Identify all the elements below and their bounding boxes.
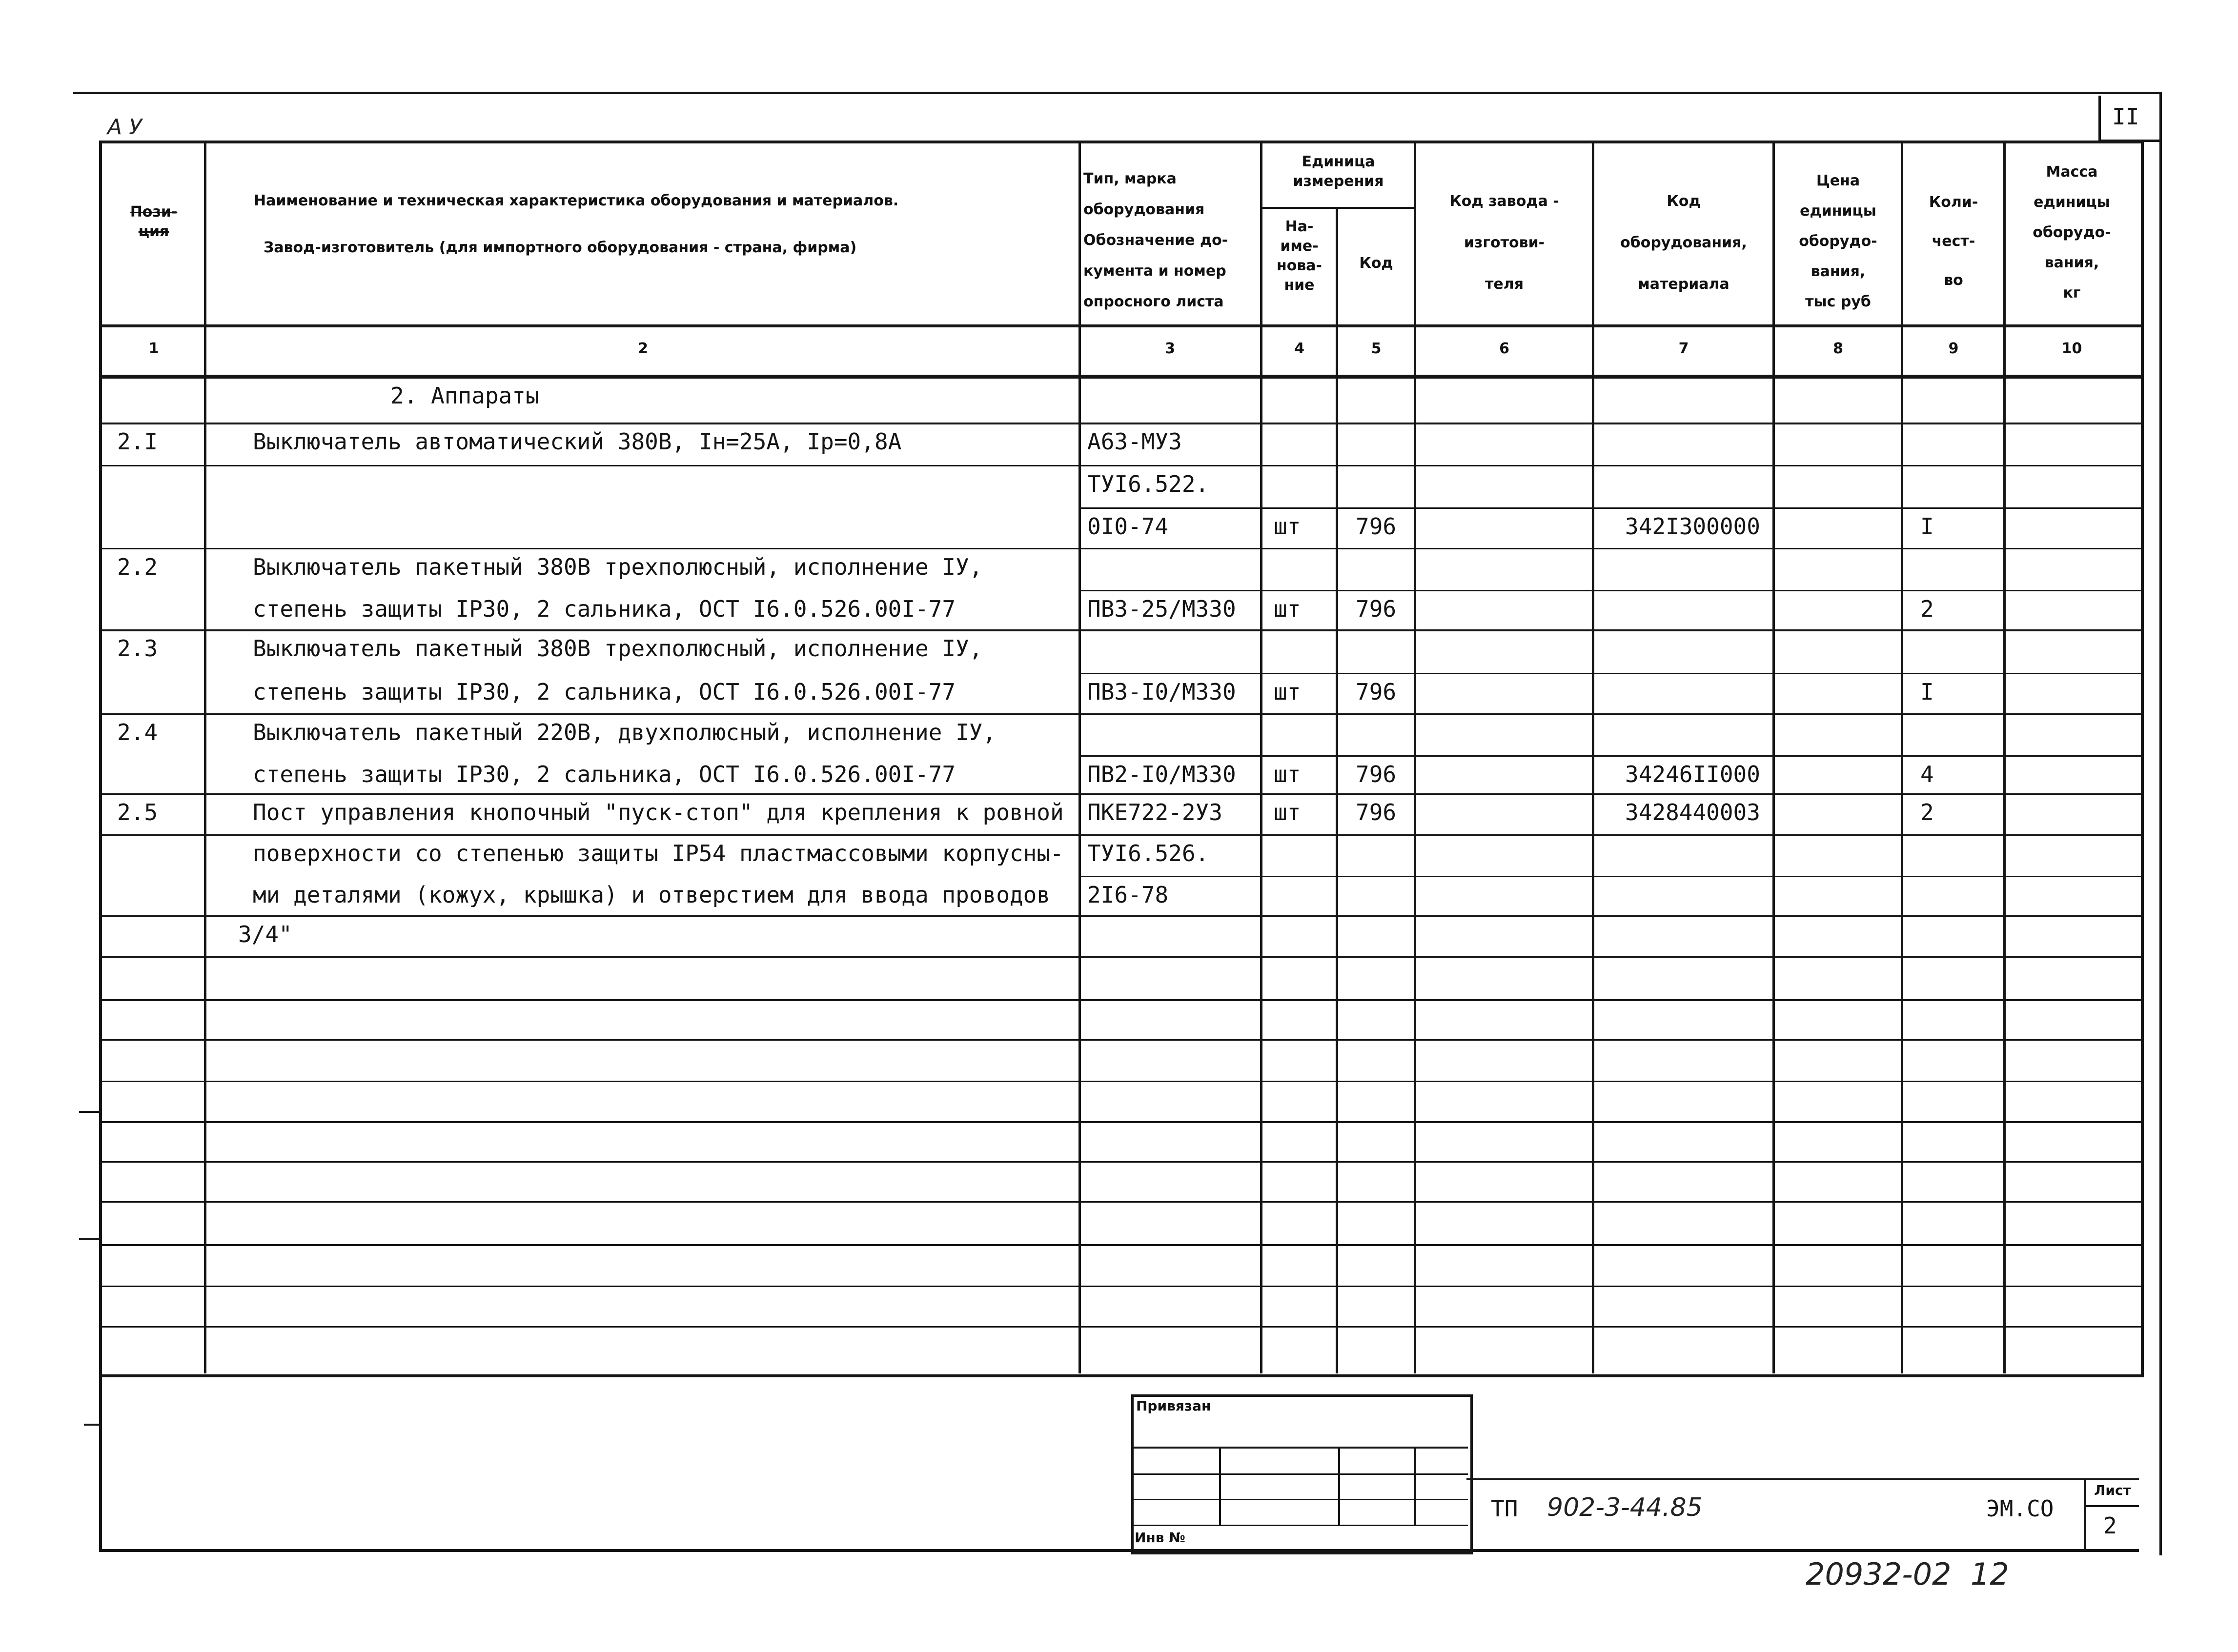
row-line bbox=[99, 1244, 2141, 1246]
colnum-6: 6 bbox=[1499, 340, 1509, 357]
header-bottom-line bbox=[99, 324, 2141, 327]
stamp-vline-2 bbox=[1338, 1447, 1340, 1526]
row-line bbox=[99, 548, 2141, 549]
row-line bbox=[99, 956, 2141, 958]
cell-type: А63-МУЗ bbox=[1087, 429, 1182, 454]
col-line-4 bbox=[1336, 207, 1338, 1373]
cell-type: ТУI6.522. bbox=[1087, 472, 1209, 496]
stamp-line-2 bbox=[1131, 1473, 1468, 1475]
cell-name: Выключатель автоматический 380В, Iн=25А, Ip=0,8А bbox=[253, 429, 902, 454]
cell-type: ПВЗ-I0/М330 bbox=[1087, 680, 1236, 704]
cell-qty: 2 bbox=[1920, 597, 1934, 621]
col3-header: Тип, марка оборудования Обозначение до- кумента и номер опросного листа bbox=[1083, 170, 1228, 310]
titleblock-top-line bbox=[1466, 1478, 2139, 1480]
col4-header: На- име- нова- ние bbox=[1276, 218, 1322, 294]
cell-qty: 2 bbox=[1920, 800, 1934, 825]
cell-name: поверхности со степенью защиты IP54 пластмассовыми корпусны- bbox=[253, 841, 1064, 866]
stamp-vline-3 bbox=[1414, 1447, 1416, 1526]
col-line-6 bbox=[1592, 141, 1594, 1373]
col-line-5 bbox=[1414, 141, 1416, 1373]
cell-code: 796 bbox=[1356, 514, 1397, 539]
col-line-2 bbox=[1078, 141, 1081, 1373]
row-line bbox=[99, 1201, 2141, 1203]
colnum-9: 9 bbox=[1948, 340, 1959, 357]
row-line bbox=[99, 629, 2141, 631]
subrow-line bbox=[1078, 507, 2141, 509]
cell-code: 796 bbox=[1356, 597, 1397, 621]
row-line bbox=[99, 465, 2141, 466]
cell-name: Выключатель пакетный 380В трехполюсный, исполнение IУ, bbox=[253, 555, 983, 579]
right-frame-line bbox=[2159, 92, 2162, 1555]
cell-type: 0I0-74 bbox=[1087, 514, 1169, 539]
cell-pos: 2.3 bbox=[117, 636, 158, 661]
cell-unit: шт bbox=[1274, 680, 1301, 704]
colnum-3: 3 bbox=[1165, 340, 1175, 357]
subrow-line bbox=[1078, 755, 2141, 757]
titleblock-sheet-line bbox=[2084, 1505, 2139, 1507]
cell-name: Выключатель пакетный 220В, двухполюсный, исполнение IУ, bbox=[253, 720, 997, 745]
stamp-line-1 bbox=[1131, 1447, 1468, 1449]
col-line-7 bbox=[1772, 141, 1775, 1373]
cell-type: ТУI6.526. bbox=[1087, 841, 1209, 866]
row-line bbox=[99, 1326, 2141, 1328]
col7-header: Код оборудования, материала bbox=[1620, 193, 1747, 293]
bottom-frame-line bbox=[99, 1549, 2139, 1552]
col1-header: Пози- ция bbox=[130, 203, 178, 240]
cell-name: 2. Аппараты bbox=[390, 383, 539, 408]
left-tick-3 bbox=[84, 1424, 101, 1426]
doc-mark: ЭМ.СО bbox=[1986, 1495, 2054, 1522]
cell-type: ПВЗ-25/М330 bbox=[1087, 597, 1236, 621]
left-tick-2 bbox=[79, 1238, 101, 1240]
sheet-number: 2 bbox=[2103, 1512, 2117, 1539]
colnum-4: 4 bbox=[1294, 340, 1304, 357]
doc-code-handwritten: 902-3-44.85 bbox=[1547, 1493, 1703, 1522]
stamp-inv-label: Инв № bbox=[1135, 1530, 1185, 1546]
col2-header-line2: Завод-изготовитель (для импортного оборудования - страна, фирма) bbox=[264, 239, 857, 256]
row-line bbox=[99, 834, 2141, 836]
subrow-line bbox=[1078, 876, 2141, 877]
col-line-3 bbox=[1260, 141, 1262, 1373]
row-line bbox=[99, 999, 2141, 1001]
row-line bbox=[99, 713, 2141, 715]
cell-unit: шт bbox=[1274, 800, 1301, 825]
cell-name: степень защиты IP30, 2 сальника, ОСТ I6.0.526.00I-77 bbox=[253, 762, 956, 786]
stamp-line-3 bbox=[1131, 1499, 1468, 1500]
cell-type: ПВ2-I0/М330 bbox=[1087, 762, 1236, 786]
cell-pos: 2.I bbox=[117, 429, 158, 454]
cell-code: 796 bbox=[1356, 800, 1397, 825]
col-line-1 bbox=[204, 141, 206, 1373]
cell-equip: 342I300000 bbox=[1625, 514, 1760, 539]
stamp-line-4 bbox=[1131, 1525, 1468, 1526]
cell-type: 2I6-78 bbox=[1087, 883, 1169, 907]
row-line bbox=[99, 793, 2141, 795]
unit-group-header: Единица измерения bbox=[1293, 153, 1384, 190]
col5-header: Код bbox=[1359, 255, 1393, 272]
subrow-line bbox=[1078, 673, 2141, 674]
approval-bound-label: Привязан bbox=[1136, 1398, 1211, 1414]
row-line bbox=[99, 1121, 2141, 1123]
cell-code: 796 bbox=[1356, 680, 1397, 704]
cell-code: 796 bbox=[1356, 762, 1397, 786]
cell-unit: шт bbox=[1274, 597, 1301, 621]
cell-pos: 2.5 bbox=[117, 800, 158, 825]
row-line bbox=[99, 423, 2141, 424]
cell-unit: шт bbox=[1274, 762, 1301, 786]
col9-header: Коли- чест- во bbox=[1929, 194, 1978, 289]
col10-header: Масса единицы оборудо- вания, кг bbox=[2033, 163, 2111, 302]
cell-name: Пост управления кнопочный "пуск-стоп" для крепления к ровной bbox=[253, 800, 1064, 825]
col-line-9 bbox=[2003, 141, 2006, 1373]
cell-unit: шт bbox=[1274, 514, 1301, 539]
row-line bbox=[99, 1161, 2141, 1163]
cell-name: степень защиты IP30, 2 сальника, ОСТ I6.0.526.00I-77 bbox=[253, 597, 956, 621]
col2-header-line1: Наименование и техническая характеристика оборудования и материалов. bbox=[254, 192, 899, 209]
sheet-label: Лист bbox=[2094, 1482, 2131, 1498]
bottom-handwritten-number: 20932-02 12 bbox=[1806, 1556, 2009, 1592]
sheet-corner-number: II bbox=[2112, 103, 2139, 130]
colnum-5: 5 bbox=[1371, 340, 1382, 357]
left-frame-line bbox=[99, 1371, 102, 1552]
row-line bbox=[99, 1081, 2141, 1082]
colnum-bottom-line bbox=[99, 375, 2141, 379]
cell-pos: 2.4 bbox=[117, 720, 158, 745]
cell-name: степень защиты IP30, 2 сальника, ОСТ I6.0.526.00I-77 bbox=[253, 680, 956, 704]
cell-pos: 2.2 bbox=[117, 555, 158, 579]
colnum-1: 1 bbox=[148, 340, 159, 357]
cell-name: 3/4" bbox=[238, 922, 292, 947]
colnum-2: 2 bbox=[638, 340, 648, 357]
col8-header: Цена единицы оборудо- вания, тыс руб bbox=[1799, 172, 1877, 310]
doc-code-prefix: ТП bbox=[1491, 1495, 1518, 1522]
cell-qty: I bbox=[1920, 680, 1934, 704]
corner-mark: А У bbox=[107, 115, 142, 140]
colnum-7: 7 bbox=[1678, 340, 1689, 357]
cell-name: Выключатель пакетный 380В трехполюсный, исполнение IУ, bbox=[253, 636, 983, 661]
cell-qty: 4 bbox=[1920, 762, 1934, 786]
col-line-8 bbox=[1901, 141, 1903, 1373]
cell-equip: 3428440003 bbox=[1625, 800, 1760, 825]
top-frame-line bbox=[73, 92, 2162, 94]
cell-type: ПКЕ722-2УЗ bbox=[1087, 800, 1222, 825]
cell-name: ми деталями (кожух, крышка) и отверстием для ввода проводов bbox=[253, 883, 1050, 907]
stamp-vline-1 bbox=[1219, 1447, 1221, 1526]
col6-header: Код завода - изготови- теля bbox=[1449, 193, 1559, 293]
colnum-8: 8 bbox=[1833, 340, 1843, 357]
left-tick-1 bbox=[79, 1111, 101, 1113]
cell-equip: 34246II000 bbox=[1625, 762, 1760, 786]
subrow-line bbox=[1078, 590, 2141, 591]
cell-qty: I bbox=[1920, 514, 1934, 539]
row-line bbox=[99, 1286, 2141, 1287]
colnum-10: 10 bbox=[2061, 340, 2082, 357]
row-line bbox=[99, 915, 2141, 917]
row-line bbox=[99, 1039, 2141, 1041]
